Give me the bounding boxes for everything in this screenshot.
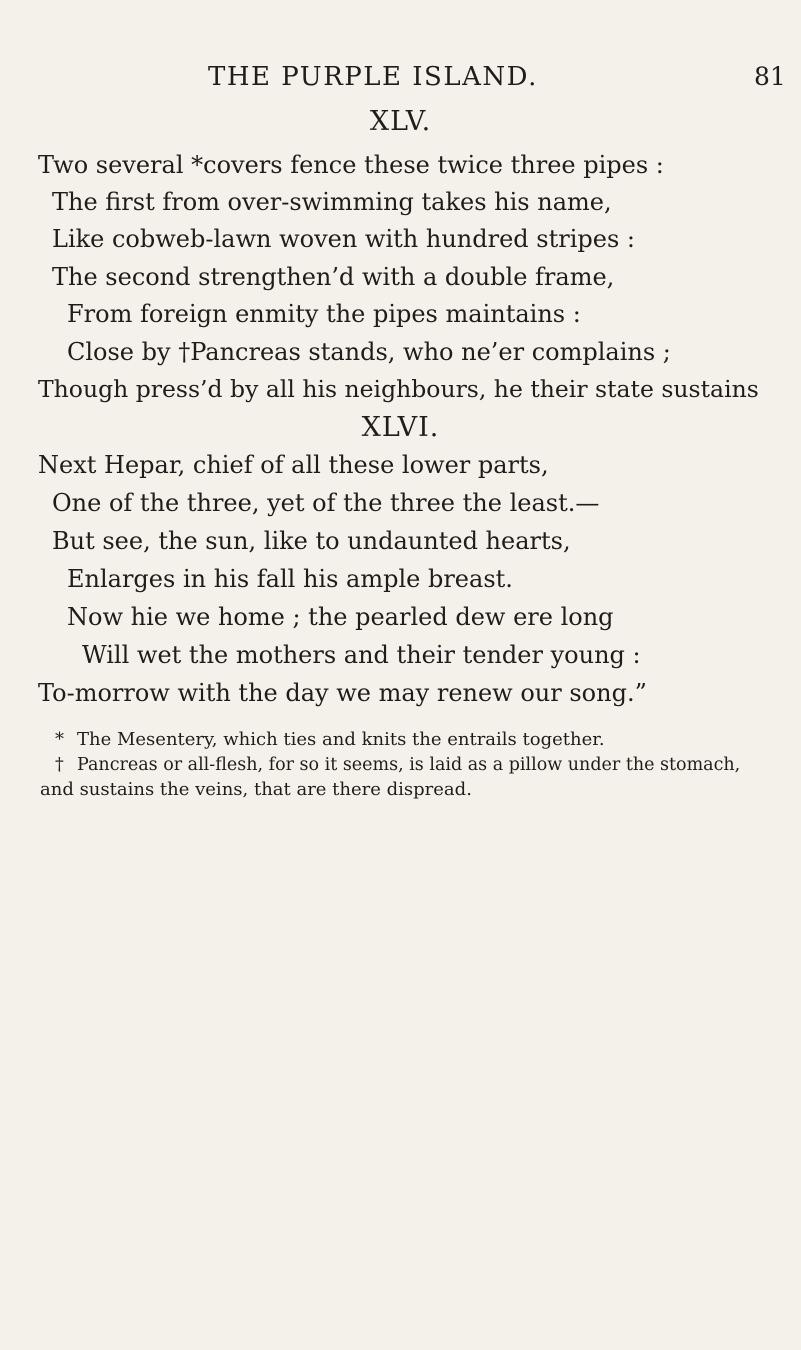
- verse-line: Next Hepar, chief of all these lower parts,: [38, 451, 549, 479]
- verse-line: To-morrow with the day we may renew our song.”: [38, 679, 647, 707]
- verse-line: From foreign enmity the pipes maintains :: [67, 300, 581, 328]
- stanza-heading-xlv: XLV.: [369, 106, 432, 137]
- footnote-pancreas: [55, 753, 740, 777]
- verse-line: Now hie we home ; the pearled dew ere long: [67, 603, 614, 631]
- verse-line: One of the three, yet of the three the least.—: [52, 489, 600, 517]
- footnote-mark: †: [55, 755, 64, 775]
- footnote-text: Pancreas or all-flesh, for so it seems, is laid as a pillow under the stomach,: [77, 755, 741, 775]
- verse-line: Like cobweb-lawn woven with hundred stripes :: [52, 225, 635, 253]
- verse-line: The first from over-swimming takes his name,: [52, 188, 612, 216]
- verse-line: Enlarges in his fall his ample breast.: [67, 565, 513, 593]
- verse-line: Though press’d by all his neighbours, he their state sustains: [38, 375, 759, 403]
- verse-line: Will wet the mothers and their tender young :: [82, 641, 641, 669]
- verse-line: Two several *covers fence these twice three pipes :: [38, 151, 664, 179]
- page-number: 81: [754, 62, 786, 91]
- running-head: [0, 62, 801, 102]
- verse-line: Close by †Pancreas stands, who ne’er complains ;: [67, 338, 671, 366]
- footnote-mark: *: [55, 729, 64, 750]
- stanza-heading-xlvi: XLVI.: [361, 412, 440, 443]
- running-title: THE PURPLE ISLAND.: [208, 62, 538, 92]
- verse-line: But see, the sun, like to undaunted hearts,: [52, 527, 571, 555]
- footnote-text: The Mesentery, which ties and knits the entrails together.: [77, 729, 605, 750]
- footnote-text: and sustains the veins, that are there dispread.: [40, 779, 472, 800]
- verse-line: The second strengthen’d with a double frame,: [52, 263, 615, 291]
- footnote-mesentery: [55, 728, 605, 752]
- footnote-continuation: [40, 778, 472, 802]
